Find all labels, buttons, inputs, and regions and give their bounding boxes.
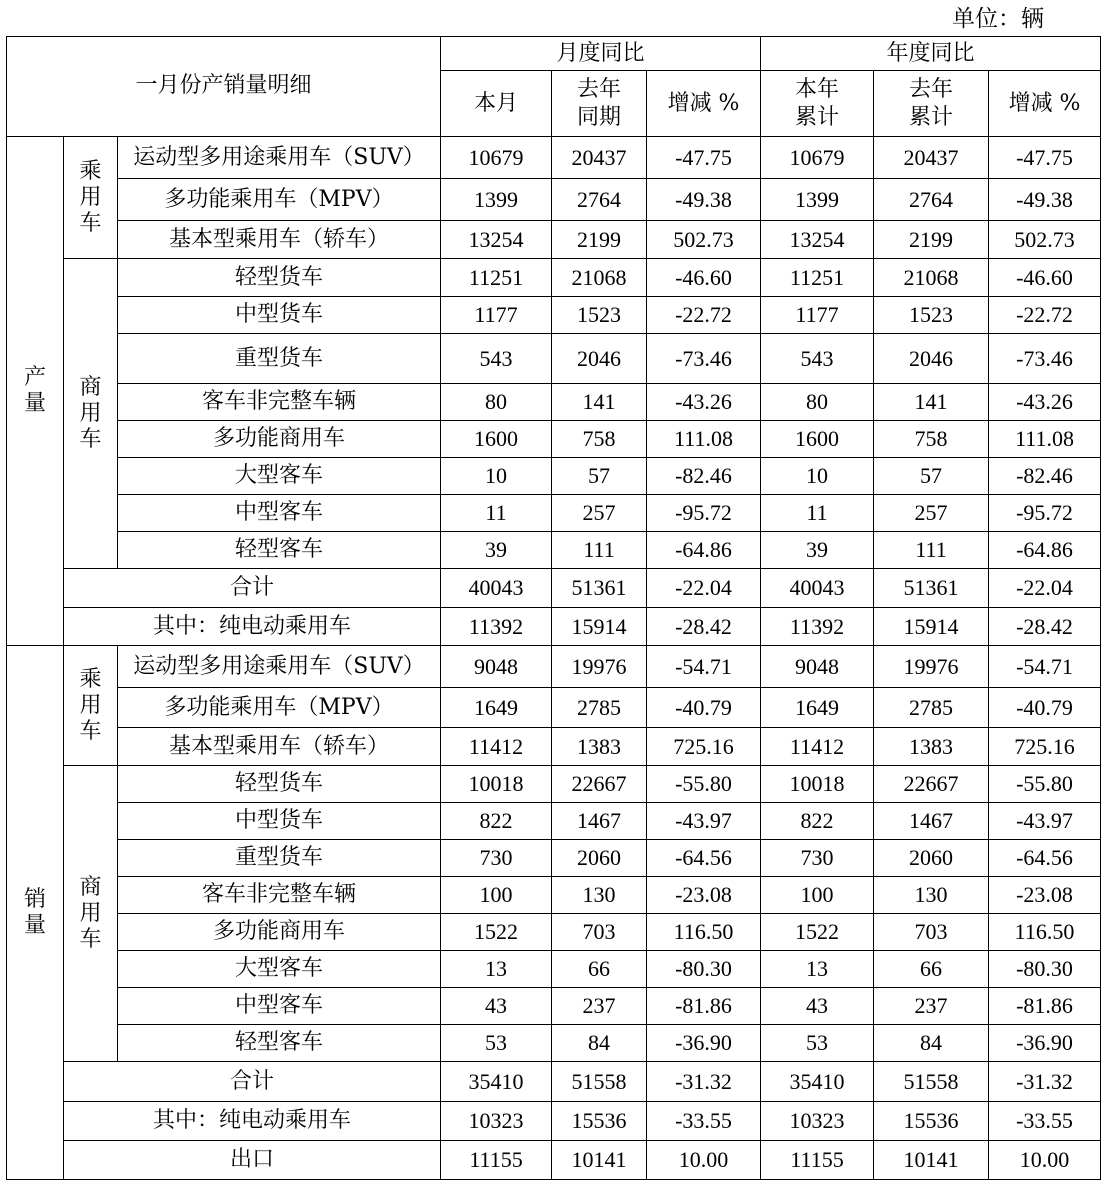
header-group-year: 年度同比 [761,37,1101,71]
cell-month-change: -31.32 [647,1062,761,1102]
cell-last-ytd: 2046 [874,334,989,384]
cell-last-year-same: 20437 [552,137,647,179]
row-label: 运动型多用途乘用车（SUV） [118,137,441,179]
header-group-month: 月度同比 [441,37,761,71]
cell-ytd: 10018 [761,766,874,803]
header-last-year-same-text: 去年同期 [577,76,622,130]
cell-last-ytd: 20437 [874,137,989,179]
cell-this-month: 100 [441,877,552,914]
cell-last-year-same: 2764 [552,179,647,221]
cell-year-change: -40.79 [989,688,1101,728]
cell-this-month: 730 [441,840,552,877]
header-ytd [761,71,874,137]
row-label: 大型客车 [118,951,441,988]
cell-this-month: 13254 [441,221,552,259]
cell-year-change: -49.38 [989,179,1101,221]
cell-last-year-same: 703 [552,914,647,951]
row-label: 客车非完整车辆 [118,877,441,914]
table-row [7,259,1101,297]
production-commercial-label [64,259,118,569]
cell-last-ytd: 1467 [874,803,989,840]
production-group-label [7,137,64,646]
total-label: 合计 [64,1062,441,1102]
table-row [7,221,1101,259]
row-label: 重型货车 [118,840,441,877]
cell-this-month: 543 [441,334,552,384]
cell-last-year-same: 2785 [552,688,647,728]
table-row [7,495,1101,532]
row-label: 基本型乘用车（轿车） [118,728,441,766]
cell-month-change: 116.50 [647,914,761,951]
cell-last-year-same: 237 [552,988,647,1025]
cell-ytd: 13 [761,951,874,988]
cell-this-month: 53 [441,1025,552,1062]
cell-month-change: -54.71 [647,646,761,688]
cell-last-ytd: 2060 [874,840,989,877]
cell-ytd: 11392 [761,608,874,646]
cell-this-month: 39 [441,532,552,569]
cell-this-month: 11392 [441,608,552,646]
cell-ytd: 11 [761,495,874,532]
table-row [7,384,1101,421]
cell-month-change: -40.79 [647,688,761,728]
cell-ytd: 730 [761,840,874,877]
cell-ytd: 53 [761,1025,874,1062]
cell-month-change: -82.46 [647,458,761,495]
production-sales-table [6,36,1101,1180]
cell-this-month: 11 [441,495,552,532]
cell-last-ytd: 51558 [874,1062,989,1102]
row-label: 轻型客车 [118,532,441,569]
row-label: 大型客车 [118,458,441,495]
cell-this-month: 10679 [441,137,552,179]
cell-last-year-same: 141 [552,384,647,421]
header-ytd-text: 本年累计 [795,76,840,130]
cell-ytd: 100 [761,877,874,914]
cell-ytd: 10323 [761,1102,874,1141]
sales-passenger-label-text: 乘用车 [79,666,102,744]
cell-month-change: -47.75 [647,137,761,179]
cell-month-change: -55.80 [647,766,761,803]
cell-year-change: -23.08 [989,877,1101,914]
cell-year-change: 502.73 [989,221,1101,259]
cell-ytd: 80 [761,384,874,421]
cell-ytd: 1600 [761,421,874,458]
cell-year-change: 111.08 [989,421,1101,458]
cell-year-change: -95.72 [989,495,1101,532]
cell-this-month: 13 [441,951,552,988]
cell-ytd: 11155 [761,1141,874,1180]
table-row-total [7,569,1101,608]
cell-last-year-same: 15914 [552,608,647,646]
cell-this-month: 80 [441,384,552,421]
cell-this-month: 11155 [441,1141,552,1180]
table-row [7,840,1101,877]
row-label: 多功能商用车 [118,914,441,951]
table-row [7,988,1101,1025]
cell-last-ytd: 2199 [874,221,989,259]
cell-last-year-same: 51361 [552,569,647,608]
production-group-label-text: 产量 [24,365,47,416]
cell-last-ytd: 15914 [874,608,989,646]
sales-commercial-label-text: 商用车 [79,874,102,952]
row-label: 轻型客车 [118,1025,441,1062]
cell-last-ytd: 22667 [874,766,989,803]
cell-this-month: 11251 [441,259,552,297]
cell-ytd: 822 [761,803,874,840]
table-row [7,688,1101,728]
cell-year-change: -22.72 [989,297,1101,334]
cell-last-ytd: 51361 [874,569,989,608]
cell-this-month: 10018 [441,766,552,803]
cell-ytd: 9048 [761,646,874,688]
production-passenger-label [64,137,118,259]
cell-this-month: 1177 [441,297,552,334]
cell-last-ytd: 703 [874,914,989,951]
ev-label: 其中：纯电动乘用车 [64,608,441,646]
cell-month-change: 111.08 [647,421,761,458]
cell-ytd: 40043 [761,569,874,608]
table-row [7,1025,1101,1062]
cell-month-change: -73.46 [647,334,761,384]
cell-ytd: 13254 [761,221,874,259]
header-last-year-same [552,71,647,137]
cell-month-change: -36.90 [647,1025,761,1062]
cell-this-month: 40043 [441,569,552,608]
table-row [7,532,1101,569]
cell-last-ytd: 2785 [874,688,989,728]
table-row [7,179,1101,221]
header-last-ytd [874,71,989,137]
row-label: 重型货车 [118,334,441,384]
cell-year-change: -80.30 [989,951,1101,988]
cell-last-ytd: 21068 [874,259,989,297]
cell-last-year-same: 1467 [552,803,647,840]
table-row [7,914,1101,951]
row-label: 中型货车 [118,297,441,334]
cell-last-ytd: 1523 [874,297,989,334]
cell-last-ytd: 19976 [874,646,989,688]
cell-this-month: 10 [441,458,552,495]
table-row [7,951,1101,988]
row-label: 轻型货车 [118,259,441,297]
cell-month-change: -80.30 [647,951,761,988]
table-row-export [7,1141,1101,1180]
cell-last-year-same: 66 [552,951,647,988]
cell-year-change: -64.56 [989,840,1101,877]
table-row [7,803,1101,840]
cell-last-ytd: 10141 [874,1141,989,1180]
cell-year-change: -43.26 [989,384,1101,421]
cell-year-change: -28.42 [989,608,1101,646]
cell-ytd: 10 [761,458,874,495]
sales-commercial-label [64,766,118,1062]
table-title: 一月份产销量明细 [7,37,441,137]
table-row [7,458,1101,495]
cell-last-ytd: 237 [874,988,989,1025]
cell-month-change: -49.38 [647,179,761,221]
row-label: 中型货车 [118,803,441,840]
row-label: 多功能乘用车（MPV） [118,688,441,728]
cell-month-change: -46.60 [647,259,761,297]
cell-year-change: -55.80 [989,766,1101,803]
cell-last-year-same: 111 [552,532,647,569]
row-label: 轻型货车 [118,766,441,803]
cell-ytd: 10679 [761,137,874,179]
cell-last-year-same: 15536 [552,1102,647,1141]
cell-year-change: -22.04 [989,569,1101,608]
cell-last-ytd: 257 [874,495,989,532]
cell-last-year-same: 1383 [552,728,647,766]
cell-year-change: -31.32 [989,1062,1101,1102]
cell-last-ytd: 1383 [874,728,989,766]
header-last-ytd-text: 去年累计 [909,76,954,130]
cell-last-year-same: 22667 [552,766,647,803]
row-label: 运动型多用途乘用车（SUV） [118,646,441,688]
cell-month-change: -23.08 [647,877,761,914]
cell-year-change: -73.46 [989,334,1101,384]
table-row [7,297,1101,334]
cell-month-change: 502.73 [647,221,761,259]
cell-year-change: -33.55 [989,1102,1101,1141]
cell-year-change: -81.86 [989,988,1101,1025]
table-row [7,646,1101,688]
cell-month-change: -95.72 [647,495,761,532]
cell-this-month: 9048 [441,646,552,688]
sales-group-label-text: 销量 [24,886,47,938]
production-commercial-label-text: 商用车 [79,374,102,452]
cell-ytd: 1177 [761,297,874,334]
cell-month-change: 10.00 [647,1141,761,1180]
cell-last-year-same: 1523 [552,297,647,334]
table-row [7,421,1101,458]
cell-year-change: 725.16 [989,728,1101,766]
cell-month-change: -22.72 [647,297,761,334]
row-label: 基本型乘用车（轿车） [118,221,441,259]
row-label: 中型客车 [118,988,441,1025]
cell-last-ytd: 57 [874,458,989,495]
cell-last-ytd: 758 [874,421,989,458]
cell-month-change: 725.16 [647,728,761,766]
cell-last-ytd: 15536 [874,1102,989,1141]
cell-this-month: 43 [441,988,552,1025]
cell-this-month: 1600 [441,421,552,458]
table-row [7,877,1101,914]
cell-ytd: 39 [761,532,874,569]
cell-year-change: -46.60 [989,259,1101,297]
unit-label: 单位：辆 [952,6,1044,32]
cell-this-month: 10323 [441,1102,552,1141]
cell-year-change: -47.75 [989,137,1101,179]
row-label: 多功能商用车 [118,421,441,458]
cell-ytd: 1522 [761,914,874,951]
cell-year-change: 10.00 [989,1141,1101,1180]
cell-last-year-same: 2046 [552,334,647,384]
cell-month-change: -43.97 [647,803,761,840]
cell-this-month: 1522 [441,914,552,951]
header-month-change: 增减 % [647,71,761,137]
cell-ytd: 11251 [761,259,874,297]
cell-ytd: 43 [761,988,874,1025]
cell-ytd: 1399 [761,179,874,221]
cell-last-year-same: 51558 [552,1062,647,1102]
cell-last-ytd: 2764 [874,179,989,221]
cell-last-year-same: 2060 [552,840,647,877]
cell-year-change: -82.46 [989,458,1101,495]
cell-month-change: -81.86 [647,988,761,1025]
cell-year-change: 116.50 [989,914,1101,951]
row-label: 多功能乘用车（MPV） [118,179,441,221]
cell-month-change: -43.26 [647,384,761,421]
row-label: 中型客车 [118,495,441,532]
cell-ytd: 1649 [761,688,874,728]
cell-month-change: -33.55 [647,1102,761,1141]
table-row-total [7,1062,1101,1102]
cell-this-month: 822 [441,803,552,840]
cell-last-year-same: 21068 [552,259,647,297]
cell-last-year-same: 130 [552,877,647,914]
table-row [7,728,1101,766]
production-passenger-label-text: 乘用车 [79,158,102,236]
row-label: 客车非完整车辆 [118,384,441,421]
table-row [7,766,1101,803]
cell-last-year-same: 10141 [552,1141,647,1180]
header-this-month: 本月 [441,71,552,137]
cell-this-month: 35410 [441,1062,552,1102]
sales-group-label [7,646,64,1180]
cell-ytd: 35410 [761,1062,874,1102]
cell-year-change: -43.97 [989,803,1101,840]
total-label: 合计 [64,569,441,608]
cell-this-month: 1649 [441,688,552,728]
cell-last-year-same: 57 [552,458,647,495]
cell-year-change: -54.71 [989,646,1101,688]
cell-ytd: 543 [761,334,874,384]
cell-last-ytd: 130 [874,877,989,914]
cell-last-ytd: 141 [874,384,989,421]
table-row-ev [7,608,1101,646]
cell-last-ytd: 66 [874,951,989,988]
table-row [7,334,1101,384]
cell-ytd: 11412 [761,728,874,766]
cell-month-change: -64.86 [647,532,761,569]
cell-year-change: -64.86 [989,532,1101,569]
cell-month-change: -64.56 [647,840,761,877]
cell-last-year-same: 257 [552,495,647,532]
cell-last-year-same: 19976 [552,646,647,688]
cell-last-year-same: 758 [552,421,647,458]
cell-last-ytd: 84 [874,1025,989,1062]
cell-last-year-same: 84 [552,1025,647,1062]
cell-last-year-same: 2199 [552,221,647,259]
cell-this-month: 11412 [441,728,552,766]
cell-month-change: -22.04 [647,569,761,608]
cell-year-change: -36.90 [989,1025,1101,1062]
header-year-change: 增减 % [989,71,1101,137]
table-row [7,137,1101,179]
table-row-ev [7,1102,1101,1141]
sales-passenger-label [64,646,118,766]
export-label: 出口 [64,1141,441,1180]
cell-last-ytd: 111 [874,532,989,569]
ev-label: 其中：纯电动乘用车 [64,1102,441,1141]
cell-this-month: 1399 [441,179,552,221]
cell-month-change: -28.42 [647,608,761,646]
